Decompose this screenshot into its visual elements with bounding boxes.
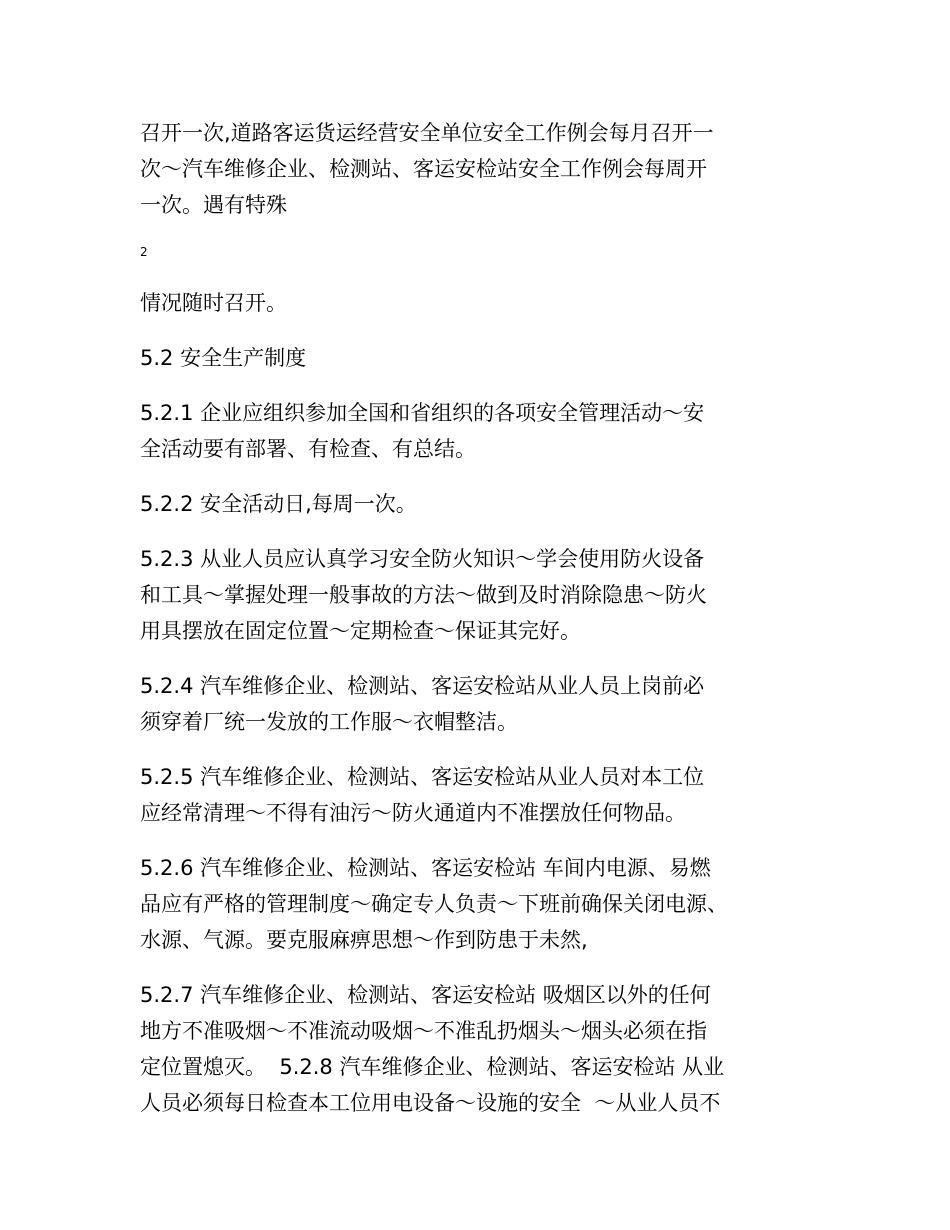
text-line: 5.2.6 汽车维修企业、检测站、客运安检站 车间内电源、易燃 — [140, 856, 711, 880]
text-line: 全活动要有部署、有检查、有总结。 — [140, 437, 476, 461]
text-line: 5.2.7 汽车维修企业、检测站、客运安检站 吸烟区以外的任何 — [140, 983, 711, 1007]
text-line: 5.2.4 汽车维修企业、检测站、客运安检站从业人员上岗前必 — [140, 674, 705, 698]
text-line: 定位置熄灭。 5.2.8 汽车维修企业、检测站、客运安检站 从业 — [140, 1055, 725, 1079]
text-line: 5.2.5 汽车维修企业、检测站、客运安检站从业人员对本工位 — [140, 765, 705, 789]
text-line: 人员必须每日检查本工位用电设备～设施的安全 ～从业人员不 — [140, 1091, 721, 1115]
text-line: 地方不准吸烟～不准流动吸烟～不准乱扔烟头～烟头必须在指 — [140, 1019, 707, 1043]
text-line: 一次。遇有特殊 — [140, 193, 287, 217]
text-line: 品应有严格的管理制度～确定专人负责～下班前确保关闭电源、 — [140, 892, 728, 916]
text-line: 5.2.1 企业应组织参加全国和省组织的各项安全管理活动～安 — [140, 401, 705, 425]
text-line: 须穿着厂统一发放的工作服～衣帽整洁。 — [140, 710, 518, 734]
text-line: 5.2.2 安全活动日,每周一次。 — [140, 492, 417, 516]
text-line: 召开一次,道路客运货运经营安全单位安全工作例会每月召开一 — [140, 121, 714, 145]
text-line: 次～汽车维修企业、检测站、客运安检站安全工作例会每周开 — [140, 157, 707, 181]
page-number: 2 — [140, 245, 148, 259]
section-heading: 5.2 安全生产制度 — [140, 346, 307, 370]
text-line: 应经常清理～不得有油污～防火通道内不准摆放任何物品。 — [140, 801, 686, 825]
text-line: 水源、气源。要克服麻痹思想～作到防患于未然, — [140, 928, 588, 952]
text-line: 5.2.3 从业人员应认真学习安全防火知识～学会使用防火设备 — [140, 547, 705, 571]
text-line: 和工具～掌握处理一般事故的方法～做到及时消除隐患～防火 — [140, 583, 707, 607]
text-line: 用具摆放在固定位置～定期检查～保证其完好。 — [140, 619, 581, 643]
text-line: 情况随时召开。 — [140, 291, 287, 315]
